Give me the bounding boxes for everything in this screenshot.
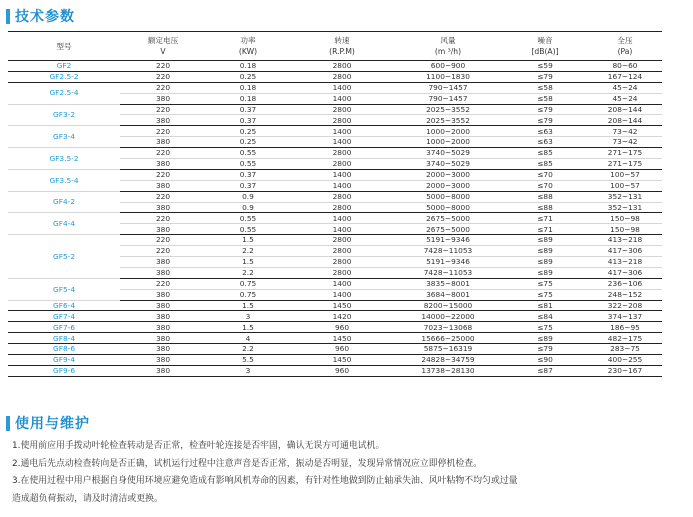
model-cell: GF2 [8, 61, 120, 72]
pressure-cell: 374~137 [588, 311, 662, 322]
airflow-cell: 790~1457 [394, 82, 502, 93]
speed-cell: 2800 [290, 246, 394, 257]
noise-cell: ≤58 [502, 82, 588, 93]
voltage-cell: 380 [120, 224, 206, 235]
model-cell: GF5-4 [8, 278, 120, 300]
voltage-cell: 380 [120, 333, 206, 344]
pressure-cell: 248~152 [588, 289, 662, 300]
table-row [8, 278, 662, 289]
header-speed: 转速 (R.P.M) [290, 32, 394, 61]
speed-cell: 1400 [290, 126, 394, 137]
speed-cell: 2800 [290, 148, 394, 159]
speed-cell: 2800 [290, 235, 394, 246]
model-cell: GF9-4 [8, 355, 120, 366]
airflow-cell: 2675~5000 [394, 213, 502, 224]
model-cell: GF3-2 [8, 104, 120, 126]
airflow-cell: 5191~9346 [394, 235, 502, 246]
pressure-cell: 352~131 [588, 202, 662, 213]
noise-cell: ≤88 [502, 191, 588, 202]
noise-cell: ≤89 [502, 267, 588, 278]
noise-cell: ≤71 [502, 213, 588, 224]
table-row [8, 82, 662, 93]
pressure-cell: 413~218 [588, 257, 662, 268]
power-cell: 0.37 [206, 115, 290, 126]
voltage-cell: 380 [120, 257, 206, 268]
model-cell: GF3.5-2 [8, 148, 120, 170]
pressure-cell: 45~24 [588, 93, 662, 104]
voltage-cell: 220 [120, 71, 206, 82]
header-noise: 噪音 [dB(A)] [502, 32, 588, 61]
noise-cell: ≤79 [502, 104, 588, 115]
pressure-cell: 167~124 [588, 71, 662, 82]
table-row [8, 213, 662, 224]
power-cell: 0.25 [206, 71, 290, 82]
power-cell: 2.2 [206, 246, 290, 257]
model-cell: GF5-2 [8, 235, 120, 279]
voltage-cell: 380 [120, 322, 206, 333]
airflow-cell: 7428~11053 [394, 246, 502, 257]
header-power: 功率 (KW) [206, 32, 290, 61]
pressure-cell: 322~208 [588, 300, 662, 311]
airflow-cell: 1100~1830 [394, 71, 502, 82]
noise-cell: ≤85 [502, 159, 588, 170]
power-cell: 0.37 [206, 169, 290, 180]
table-row [8, 322, 662, 333]
voltage-cell: 220 [120, 278, 206, 289]
power-cell: 1.5 [206, 300, 290, 311]
voltage-cell: 220 [120, 104, 206, 115]
power-cell: 5.5 [206, 355, 290, 366]
noise-cell: ≤89 [502, 257, 588, 268]
speed-cell: 960 [290, 344, 394, 355]
note-line: 1.使用前应用手拨动叶轮检查转动是否正常，检查叶轮连接是否牢固，确认无误方可通电试机。 [12, 441, 385, 451]
table-row [8, 169, 662, 180]
noise-cell: ≤75 [502, 278, 588, 289]
airflow-cell: 7428~11053 [394, 267, 502, 278]
airflow-cell: 3684~8001 [394, 289, 502, 300]
noise-cell: ≤87 [502, 365, 588, 376]
power-cell: 0.18 [206, 61, 290, 72]
noise-cell: ≤89 [502, 235, 588, 246]
airflow-cell: 1000~2000 [394, 126, 502, 137]
noise-cell: ≤70 [502, 169, 588, 180]
power-cell: 0.9 [206, 191, 290, 202]
speed-cell: 1400 [290, 137, 394, 148]
pressure-cell: 150~98 [588, 224, 662, 235]
speed-cell: 2800 [290, 202, 394, 213]
table-row [8, 355, 662, 366]
noise-cell: ≤90 [502, 355, 588, 366]
voltage-cell: 220 [120, 191, 206, 202]
model-cell: GF2.5-4 [8, 82, 120, 104]
table-row [8, 333, 662, 344]
power-cell: 0.37 [206, 104, 290, 115]
noise-cell: ≤79 [502, 71, 588, 82]
header-voltage: 额定电压 V [120, 32, 206, 61]
voltage-cell: 380 [120, 93, 206, 104]
speed-cell: 1400 [290, 169, 394, 180]
noise-cell: ≤89 [502, 333, 588, 344]
table-row [8, 344, 662, 355]
pressure-cell: 80~60 [588, 61, 662, 72]
speed-cell: 1400 [290, 82, 394, 93]
airflow-cell: 14000~22000 [394, 311, 502, 322]
pressure-cell: 417~306 [588, 246, 662, 257]
pressure-cell: 417~306 [588, 267, 662, 278]
section-title-specs: 技术参数 [15, 9, 75, 25]
noise-cell: ≤79 [502, 344, 588, 355]
power-cell: 4 [206, 333, 290, 344]
airflow-cell: 2000~3000 [394, 169, 502, 180]
power-cell: 0.25 [206, 137, 290, 148]
noise-cell: ≤75 [502, 322, 588, 333]
power-cell: 1.5 [206, 322, 290, 333]
table-row [8, 311, 662, 322]
airflow-cell: 600~900 [394, 61, 502, 72]
section-marker [6, 9, 10, 24]
voltage-cell: 220 [120, 148, 206, 159]
voltage-cell: 380 [120, 267, 206, 278]
airflow-cell: 3740~5029 [394, 148, 502, 159]
note-line: 3.在使用过程中用户根据自身使用环境应避免造成有影响风机寿命的因素，有针对性地做到防止轴承失油、风叶粘物不均匀或过量 [12, 476, 518, 487]
model-cell: GF7-4 [8, 311, 120, 322]
pressure-cell: 230~167 [588, 365, 662, 376]
voltage-cell: 380 [120, 344, 206, 355]
model-cell: GF7-6 [8, 322, 120, 333]
pressure-cell: 400~255 [588, 355, 662, 366]
note-line: 造成超负荷振动，请及时清洁或更换。 [12, 493, 163, 504]
pressure-cell: 271~175 [588, 159, 662, 170]
noise-cell: ≤63 [502, 137, 588, 148]
noise-cell: ≤84 [502, 311, 588, 322]
speed-cell: 2800 [290, 159, 394, 170]
speed-cell: 2800 [290, 115, 394, 126]
speed-cell: 1400 [290, 278, 394, 289]
speed-cell: 960 [290, 365, 394, 376]
pressure-cell: 482~175 [588, 333, 662, 344]
noise-cell: ≤71 [502, 224, 588, 235]
pressure-cell: 100~57 [588, 169, 662, 180]
power-cell: 0.18 [206, 93, 290, 104]
power-cell: 0.25 [206, 126, 290, 137]
table-row [8, 126, 662, 137]
model-cell: GF6-4 [8, 300, 120, 311]
power-cell: 3 [206, 365, 290, 376]
power-cell: 1.5 [206, 257, 290, 268]
section-title-maintenance: 使用与维护 [15, 416, 90, 432]
pressure-cell: 73~42 [588, 126, 662, 137]
table-row [8, 235, 662, 246]
voltage-cell: 220 [120, 246, 206, 257]
table-row [8, 365, 662, 376]
header-pressure: 全压 (Pa) [588, 32, 662, 61]
power-cell: 3 [206, 311, 290, 322]
speed-cell: 2800 [290, 267, 394, 278]
noise-cell: ≤63 [502, 126, 588, 137]
voltage-cell: 220 [120, 126, 206, 137]
power-cell: 0.37 [206, 180, 290, 191]
power-cell: 0.9 [206, 202, 290, 213]
noise-cell: ≤89 [502, 246, 588, 257]
speed-cell: 1400 [290, 289, 394, 300]
power-cell: 0.18 [206, 82, 290, 93]
noise-cell: ≤81 [502, 300, 588, 311]
pressure-cell: 73~42 [588, 137, 662, 148]
speed-cell: 2800 [290, 71, 394, 82]
table-header-row [8, 32, 662, 61]
airflow-cell: 1000~2000 [394, 137, 502, 148]
table-row [8, 104, 662, 115]
voltage-cell: 380 [120, 365, 206, 376]
speed-cell: 2800 [290, 61, 394, 72]
pressure-cell: 208~144 [588, 115, 662, 126]
airflow-cell: 2025~3552 [394, 104, 502, 115]
airflow-cell: 3740~5029 [394, 159, 502, 170]
power-cell: 0.55 [206, 224, 290, 235]
noise-cell: ≤85 [502, 148, 588, 159]
airflow-cell: 2025~3552 [394, 115, 502, 126]
power-cell: 0.55 [206, 213, 290, 224]
model-cell: GF3-4 [8, 126, 120, 148]
airflow-cell: 3835~8001 [394, 278, 502, 289]
speed-cell: 960 [290, 322, 394, 333]
pressure-cell: 236~106 [588, 278, 662, 289]
model-cell: GF8-4 [8, 333, 120, 344]
model-cell: GF4-4 [8, 213, 120, 235]
airflow-cell: 5000~8000 [394, 191, 502, 202]
voltage-cell: 380 [120, 289, 206, 300]
speed-cell: 1400 [290, 93, 394, 104]
airflow-cell: 13738~28130 [394, 365, 502, 376]
table-row [8, 148, 662, 159]
speed-cell: 1400 [290, 180, 394, 191]
voltage-cell: 380 [120, 311, 206, 322]
model-cell: GF4-2 [8, 191, 120, 213]
noise-cell: ≤88 [502, 202, 588, 213]
airflow-cell: 5875~16319 [394, 344, 502, 355]
model-cell: GF8-6 [8, 344, 120, 355]
section-header-specs [6, 6, 75, 26]
voltage-cell: 380 [120, 180, 206, 191]
section-marker [6, 416, 10, 431]
speed-cell: 1400 [290, 213, 394, 224]
airflow-cell: 5191~9346 [394, 257, 502, 268]
speed-cell: 2800 [290, 257, 394, 268]
pressure-cell: 352~131 [588, 191, 662, 202]
table-row [8, 300, 662, 311]
spec-table-body [8, 61, 662, 377]
power-cell: 0.75 [206, 278, 290, 289]
table-row [8, 71, 662, 82]
noise-cell: ≤59 [502, 61, 588, 72]
pressure-cell: 413~218 [588, 235, 662, 246]
pressure-cell: 283~75 [588, 344, 662, 355]
voltage-cell: 380 [120, 159, 206, 170]
voltage-cell: 220 [120, 235, 206, 246]
model-cell: GF2.5-2 [8, 71, 120, 82]
section-header-maintenance [6, 413, 90, 433]
pressure-cell: 186~95 [588, 322, 662, 333]
voltage-cell: 220 [120, 82, 206, 93]
airflow-cell: 2000~3000 [394, 180, 502, 191]
pressure-cell: 45~24 [588, 82, 662, 93]
airflow-cell: 24828~34759 [394, 355, 502, 366]
speed-cell: 1400 [290, 224, 394, 235]
pressure-cell: 271~175 [588, 148, 662, 159]
airflow-cell: 8200~15000 [394, 300, 502, 311]
speed-cell: 1450 [290, 355, 394, 366]
pressure-cell: 208~144 [588, 104, 662, 115]
power-cell: 0.55 [206, 148, 290, 159]
voltage-cell: 220 [120, 169, 206, 180]
maintenance-notes [12, 438, 684, 508]
speed-cell: 2800 [290, 191, 394, 202]
speed-cell: 1450 [290, 300, 394, 311]
noise-cell: ≤70 [502, 180, 588, 191]
note-line: 2.通电后先点动检查转向是否正确，试机运行过程中注意声音是否正常，振动是否明显，发现异常情况应立即停机检查。 [12, 458, 482, 469]
table-row [8, 61, 662, 72]
spec-table [8, 31, 662, 377]
power-cell: 1.5 [206, 235, 290, 246]
pressure-cell: 100~57 [588, 180, 662, 191]
voltage-cell: 220 [120, 213, 206, 224]
model-cell: GF3.5-4 [8, 169, 120, 191]
power-cell: 0.75 [206, 289, 290, 300]
header-model: 型号 [8, 32, 120, 61]
voltage-cell: 380 [120, 355, 206, 366]
power-cell: 0.55 [206, 159, 290, 170]
table-row [8, 191, 662, 202]
speed-cell: 2800 [290, 104, 394, 115]
voltage-cell: 220 [120, 61, 206, 72]
pressure-cell: 150~98 [588, 213, 662, 224]
airflow-cell: 7023~13068 [394, 322, 502, 333]
noise-cell: ≤58 [502, 93, 588, 104]
model-cell: GF9-6 [8, 365, 120, 376]
noise-cell: ≤79 [502, 115, 588, 126]
power-cell: 2.2 [206, 344, 290, 355]
airflow-cell: 2675~5000 [394, 224, 502, 235]
noise-cell: ≤75 [502, 289, 588, 300]
voltage-cell: 380 [120, 300, 206, 311]
airflow-cell: 5000~8000 [394, 202, 502, 213]
voltage-cell: 380 [120, 137, 206, 148]
airflow-cell: 15666~25000 [394, 333, 502, 344]
power-cell: 2.2 [206, 267, 290, 278]
speed-cell: 1450 [290, 333, 394, 344]
voltage-cell: 380 [120, 115, 206, 126]
speed-cell: 1420 [290, 311, 394, 322]
airflow-cell: 790~1457 [394, 93, 502, 104]
header-airflow: 风量 (m ³/h) [394, 32, 502, 61]
voltage-cell: 380 [120, 202, 206, 213]
